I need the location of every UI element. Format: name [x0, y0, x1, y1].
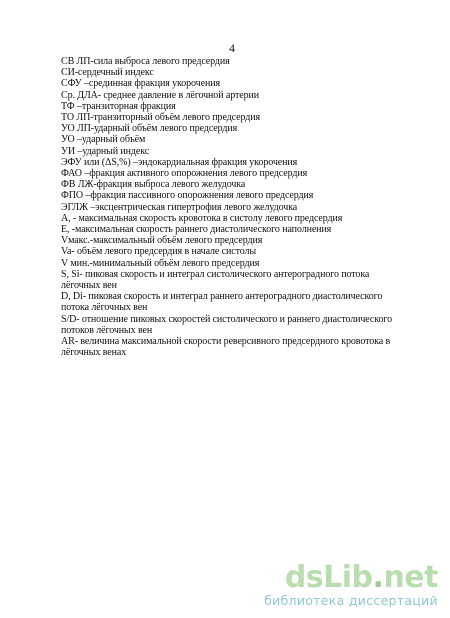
abbreviation-line: СИ-сердечный индекс — [61, 67, 154, 79]
abbreviation-line: СФУ –срединная фракция укорочения — [61, 78, 220, 90]
abbreviation-line: ФАО –фракция активного опорожнения левого предсердия — [61, 168, 308, 180]
abbreviation-line: А, - максимальная скорость кровотока в систолу левого предсердия — [61, 212, 343, 224]
watermark-logo-tld: net — [383, 560, 438, 595]
watermark-logo-main: dsLib — [284, 560, 373, 595]
abbreviation-line: УИ –ударный индекс — [61, 145, 150, 157]
abbreviation-line: УО –ударный объём — [61, 134, 146, 146]
watermark-logo — [264, 560, 438, 595]
watermark — [264, 560, 438, 608]
abbreviation-line: ЭФУ или (ΔS,%) –эндокардиальная фракция укорочения — [61, 156, 298, 168]
abbreviation-line: D, Di- пиковая скорость и интеграл раннего антероградного диастолического потока лёгочных вен — [61, 291, 383, 314]
abbreviation-line: V мин.-минимальный объём левого предсердия — [61, 257, 260, 269]
abbreviation-line: Vмакс.-максимальный объём левого предсердия — [61, 235, 263, 247]
page-number: 4 — [229, 41, 235, 55]
abbreviation-line: S/D- отношение пиковых скоростей систолического и раннего диастолического потоков лёгочных вен — [61, 313, 393, 336]
abbreviation-line: ТФ –транзиторная фракция — [61, 100, 176, 112]
abbreviation-line: ФВ ЛЖ-фракция выброса левого желудочка — [61, 179, 246, 191]
abbreviation-line: ФПО –фракция пассивного опорожнения левого предсердия — [61, 190, 314, 202]
abbreviation-line: Va- объём левого предсердия в начале систолы — [61, 246, 256, 258]
watermark-logo-dot: . — [372, 560, 384, 595]
abbreviation-line: AR- величина максимальной скорости реверсивного предсердного кровотока в лёгочных венах — [61, 336, 391, 359]
watermark-subtitle: библиотека диссертаций — [264, 593, 438, 608]
abbreviation-line: ТО ЛП-транзиторный объём левого предсердия — [61, 112, 260, 124]
abbreviation-line: Ср. ДЛА- среднее давление в лёгочной артерии — [61, 89, 259, 101]
abbreviation-line: S, Si- пиковая скорость и интеграл систолического антероградного потока лёгочных вен — [61, 268, 370, 292]
abbreviation-line: СВ ЛП-сила выброса левого предсердия — [61, 56, 230, 67]
abbreviation-line: Е, -максимальная скорость раннего диастолического наполнения — [61, 224, 332, 236]
abbreviation-list — [61, 56, 409, 358]
abbreviation-line: ЭГЛЖ –эксцентрическая гипертрофия левого желудочка — [61, 201, 298, 213]
abbreviation-line: УО ЛП-ударный объём левого предсердия — [61, 123, 238, 135]
